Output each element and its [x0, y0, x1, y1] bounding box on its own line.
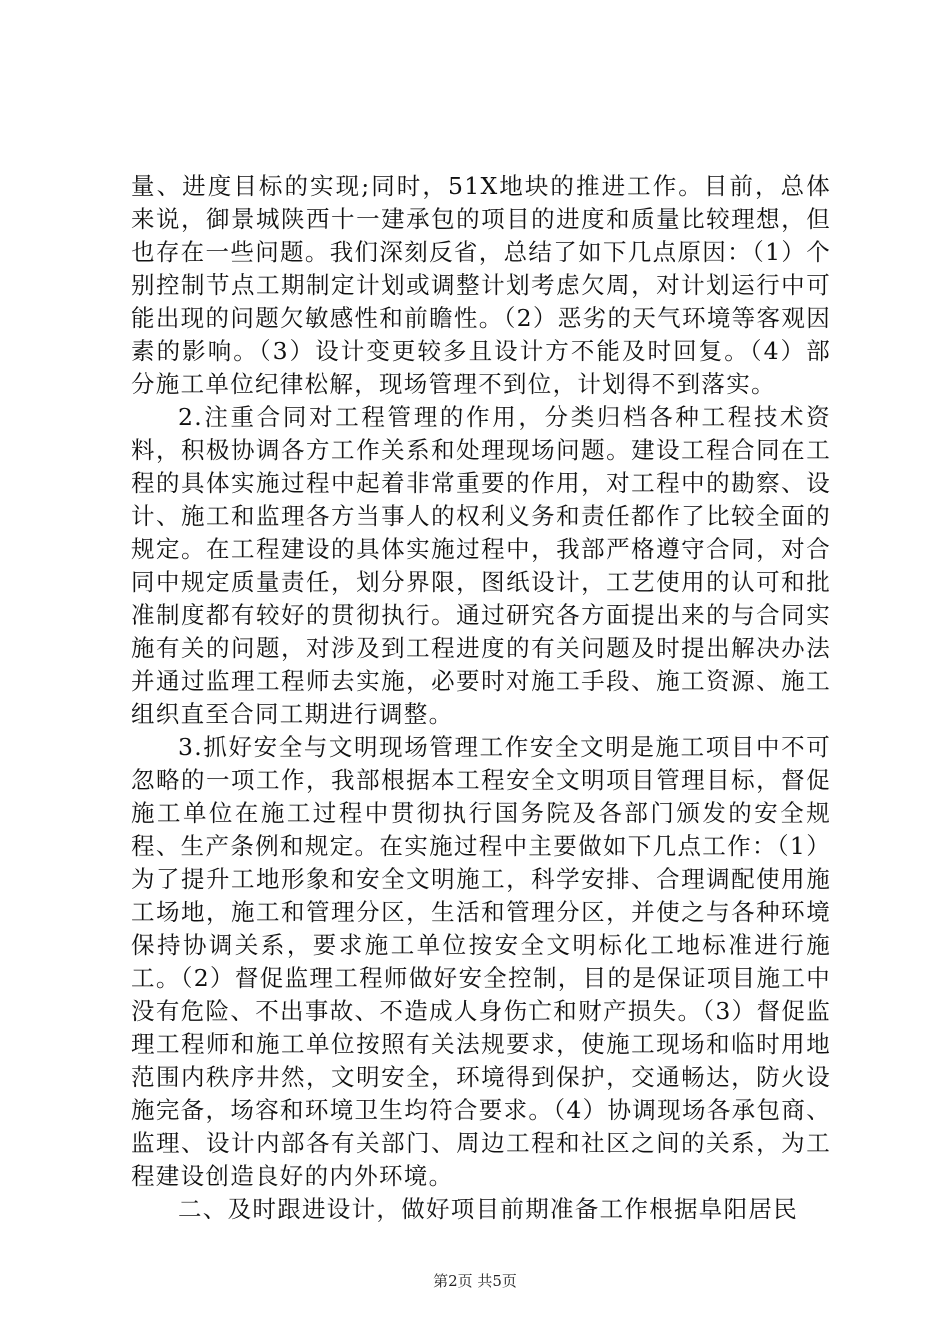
page-number-footer: 第2页 共5页 — [433, 1272, 517, 1290]
paragraph-progress-issues: 量、进度目标的实现;同时，51X地块的推进工作。目前，总体来说，御景城陕西十一建承包的项目的进度和质量比较理想，但也存在一些问题。我们深刻反省，总结了如下几点原因：（1）个别控制节点工期制定计划或调整计划考虑欠周，对计划运行中可能出现的问题欠敏感性和前瞻性。（2）恶劣的天气环境等客观因素的影响。（3）设计变更较多且设计方不能及时回复。（4）部分施工单位纪律松解，现场管理不到位，计划得不到落实。 — [131, 172, 831, 398]
document-body — [131, 170, 831, 1226]
paragraph-contract-management: 2.注重合同对工程管理的作用，分类归档各种工程技术资料，积极协调各方工作关系和处理现场问题。建设工程合同在工程的具体实施过程中起着非常重要的作用，对工程中的勘察、设计、施工和监理各方当事人的权利义务和责任都作了比较全面的规定。在工程建设的具体实施过程中，我部严格遵守合同，对合同中规定质量责任，划分界限，图纸设计，工艺使用的认可和批准制度都有较好的贯彻执行。通过研究各方面提出来的与合同实施有关的问题，对涉及到工程进度的有关问题及时提出解决办法并通过监理工程师去实施，必要时对施工手段、施工资源、施工组织直至合同工期进行调整。 — [131, 403, 831, 728]
paragraph-safety-civilization: 3.抓好安全与文明现场管理工作安全文明是施工项目中不可忽略的一项工作，我部根据本工程安全文明项目管理目标，督促施工单位在施工过程中贯彻执行国务院及各部门颁发的安全规程、生产条例和规定。在实施过程中主要做如下几点工作：（1）为了提升工地形象和安全文明施工，科学安排、合理调配使用施工场地，施工和管理分区，生活和管理分区，并使之与各种环境保持协调关系，要求施工单位按安全文明标化工地标准进行施工。（2）督促监理工程师做好安全控制，目的是保证项目施工中没有危险、不出事故、不造成人身伤亡和财产损失。（3）督促监理工程师和施工单位按照有关法规要求，使施工现场和临时用地范围内秩序井然，文明安全，环境得到保护，交通畅达，防火设施完备，场容和环境卫生均符合要求。（4）协调现场各承包商、监理、设计内部各有关部门、周边工程和社区之间的关系，为工程建设创造良好的内外环境。 — [131, 733, 831, 1190]
paragraph-design-followup: 二、及时跟进设计，做好项目前期准备工作根据阜阳居民 — [178, 1195, 798, 1223]
